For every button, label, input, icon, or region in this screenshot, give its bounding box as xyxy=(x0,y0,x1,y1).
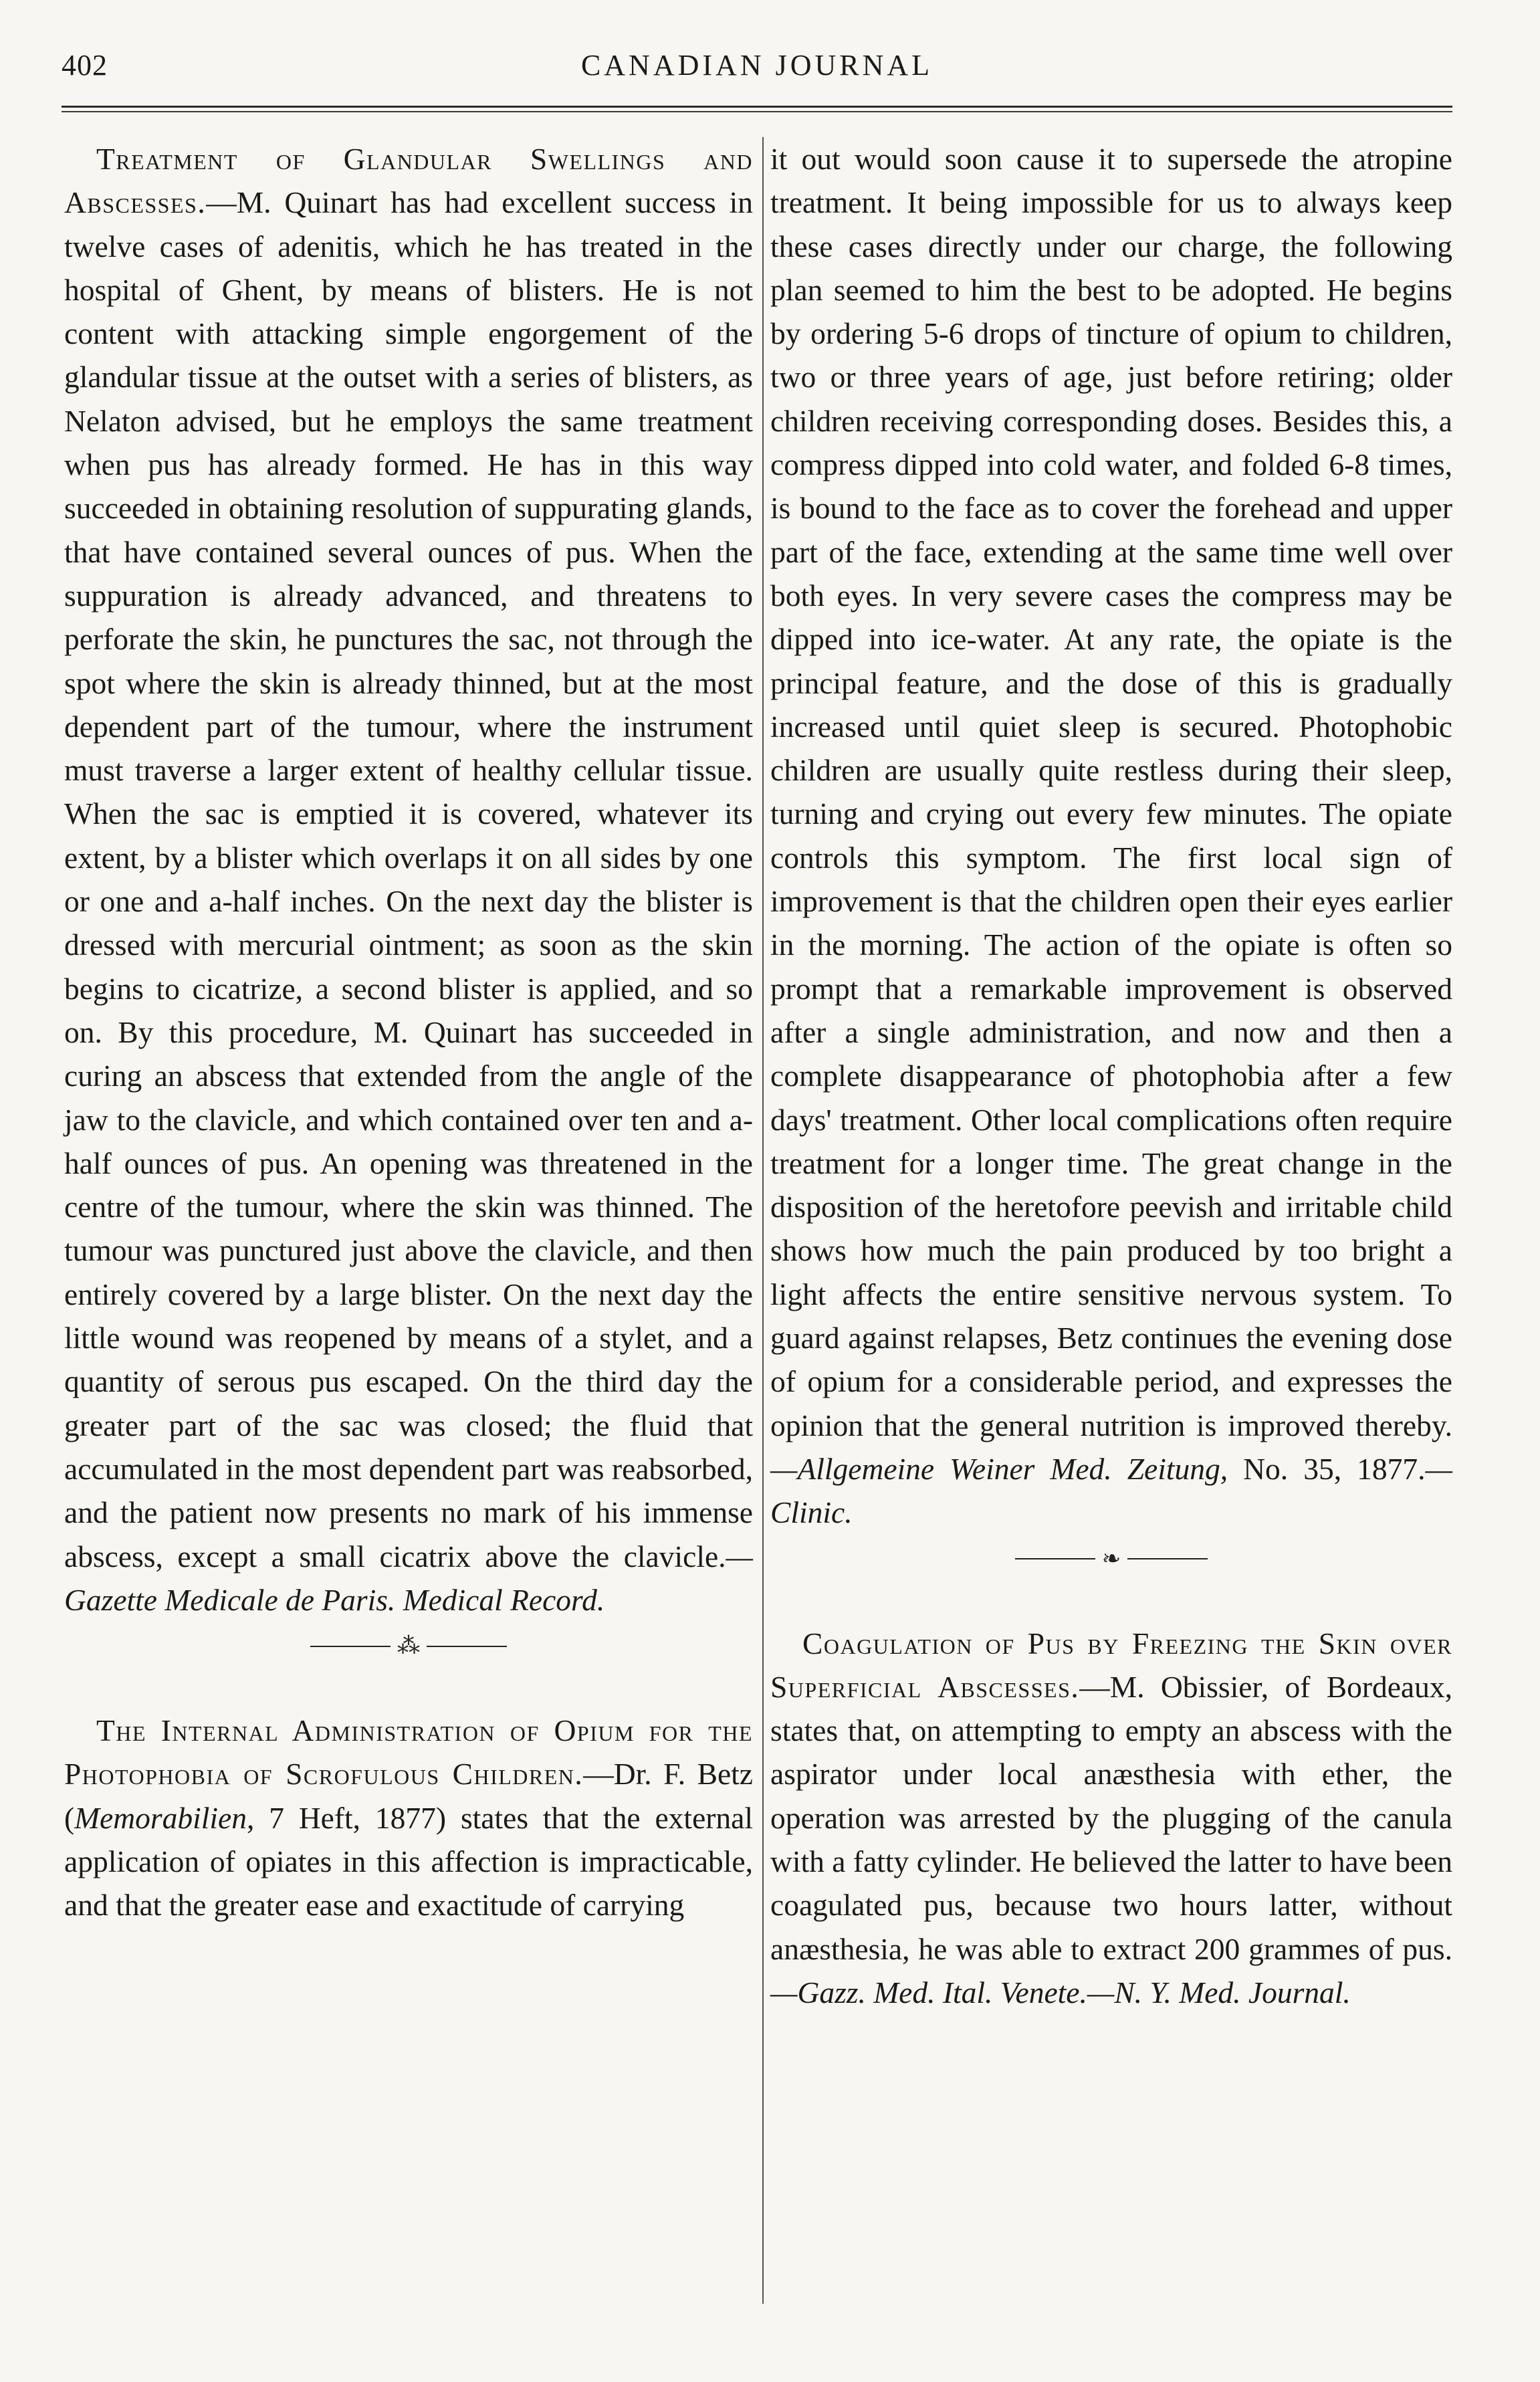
article-paragraph xyxy=(770,137,1452,1535)
article-body: , 7 Heft, 1877) states that the external application of opiates in this affection is impracticable, and that the greater ease and exactitude of carrying xyxy=(64,1800,753,1923)
article-source: —Gazette Medicale de Paris. Medical Record. xyxy=(64,1539,753,1617)
left-column xyxy=(64,137,753,1927)
article-opium-continued xyxy=(770,137,1452,1535)
article-source: —Gazz. Med. Ital. Venete.—N. Y. Med. Journal. xyxy=(770,1975,1351,2010)
article-paragraph xyxy=(64,1709,753,1927)
article-body: —M. Obissier, of Bordeaux, states that, on attempting to empty an abscess with the aspirator under local anæsthesia with ether, the operation was arrested by the plugging of the canula with a fatty cylinder. He believed the latter to have been coagulated pus, because two hours latter, without anæsthesia, he was able to extract 200 grammes of pus. xyxy=(770,1669,1452,1966)
article-source-end: —Clinic. xyxy=(770,1451,1452,1530)
header-rule xyxy=(62,106,1452,112)
column-divider xyxy=(762,137,764,2304)
article-body: —M. Quinart has had excellent success in twelve cases of adenitis, which he has treated in the hospital of Ghent, by means of blisters. He is not content with attacking simple engorgement of the glandular tissue at the outset with a series of blisters, as Nelaton advised, but he employs the same treatment when pus has already formed. He has in this way succeeded in obtaining resolution of suppurating glands, that have contained several ounces of pus. When the suppuration is already advanced, and threatens to perforate the skin, he punctures the sac, not through the spot where the skin is already thinned, but at the most dependent part of the tumour, where the instrument must traverse a larger extent of healthy cellular tissue. When the sac is emptied it is covered, whatever its extent, by a blister which overlaps it on all sides by one or one and a-half inches. On the next day the blister is dressed with mercurial ointment; as soon as the skin begins to cicatrize, a second blister is applied, and so on. By this procedure, M. Quinart has succeeded in curing an abscess that extended from the angle of the jaw to the clavicle, and which contained over ten and a-half ounces of pus. An opening was threatened in the centre of the tumour, where the skin was thinned. The tumour was punctured just above the clavicle, and then entirely covered by a large blister. On the next day the little wound was reopened by means of a stylet, and a quantity of serous pus escaped. On the third day the greater part of the sac was closed; the fluid that accumulated in the most dependent part was reabsorbed, and the patient now presents no mark of his immense abscess, except a small cicatrix above the clavicle. xyxy=(64,185,753,1574)
page-number: 402 xyxy=(62,49,108,82)
article-heading: Treatment of Glandular Swellings and Abscesses. xyxy=(64,142,753,220)
article-paragraph xyxy=(770,1622,1452,2015)
article-coagulation-of-pus xyxy=(770,1622,1452,2015)
article-citation: Memorabilien xyxy=(74,1800,247,1835)
article-body: it out would soon cause it to supersede the atropine treatment. It being impossible for us to always keep these cases directly under our charge, the following plan seemed to him the best to be adopted. He begins by ordering 5-6 drops of tincture of opium to children, two or three years of age, just before retiring; older children receiving corresponding doses. Besides this, a compress dipped into cold water, and folded 6-8 times, is bound to the face as to cover the forehead and upper part of the face, extending at the same time well over both eyes. In very severe cases the compress may be dipped into ice-water. At any rate, the opiate is the principal feature, and the dose of this is gradually increased until quiet sleep is secured. Photophobic children are usually quite restless during their sleep, turning and crying out every few minutes. The opiate controls this symptom. The first local sign of improvement is that the children open their eyes earlier in the morning. The action of the opiate is often so prompt that a remarkable improvement is observed after a single administration, and now and then a complete disappearance of photophobia after a few days' treatment. Other local complications often require treatment for a longer time. The great change in the disposition of the heretofore peevish and irritable child shows how much the pain produced by too bright a light affects the entire sensitive nervous system. To guard against relapses, Betz continues the evening dose of opium for a considerable period, and expresses the opinion that the general nutrition is improved thereby. xyxy=(770,142,1452,1442)
article-body: —Dr. F. Betz ( xyxy=(64,1757,753,1835)
article-paragraph xyxy=(64,137,753,1622)
section-ornament xyxy=(770,1535,1452,1622)
article-source: —Allgemeine Weiner Med. Zeitung, xyxy=(770,1451,1228,1486)
section-ornament xyxy=(64,1622,753,1709)
ornament-glyph: ❧ xyxy=(1101,1546,1121,1572)
article-glandular-swellings xyxy=(64,137,753,1622)
right-column xyxy=(770,137,1452,2014)
article-source-tail: No. 35, 1877. xyxy=(1228,1451,1426,1486)
page-header xyxy=(62,48,1452,95)
running-head: CANADIAN JOURNAL xyxy=(580,49,933,82)
ornament-glyph: ⁂ xyxy=(397,1634,420,1659)
article-heading: Coagulation of Pus by Freezing the Skin over Superficial Abscesses. xyxy=(770,1626,1452,1704)
article-opium-photophobia xyxy=(64,1709,753,1927)
article-heading: The Internal Administration of Opium for the Photophobia of Scrofulous Children. xyxy=(64,1713,753,1792)
